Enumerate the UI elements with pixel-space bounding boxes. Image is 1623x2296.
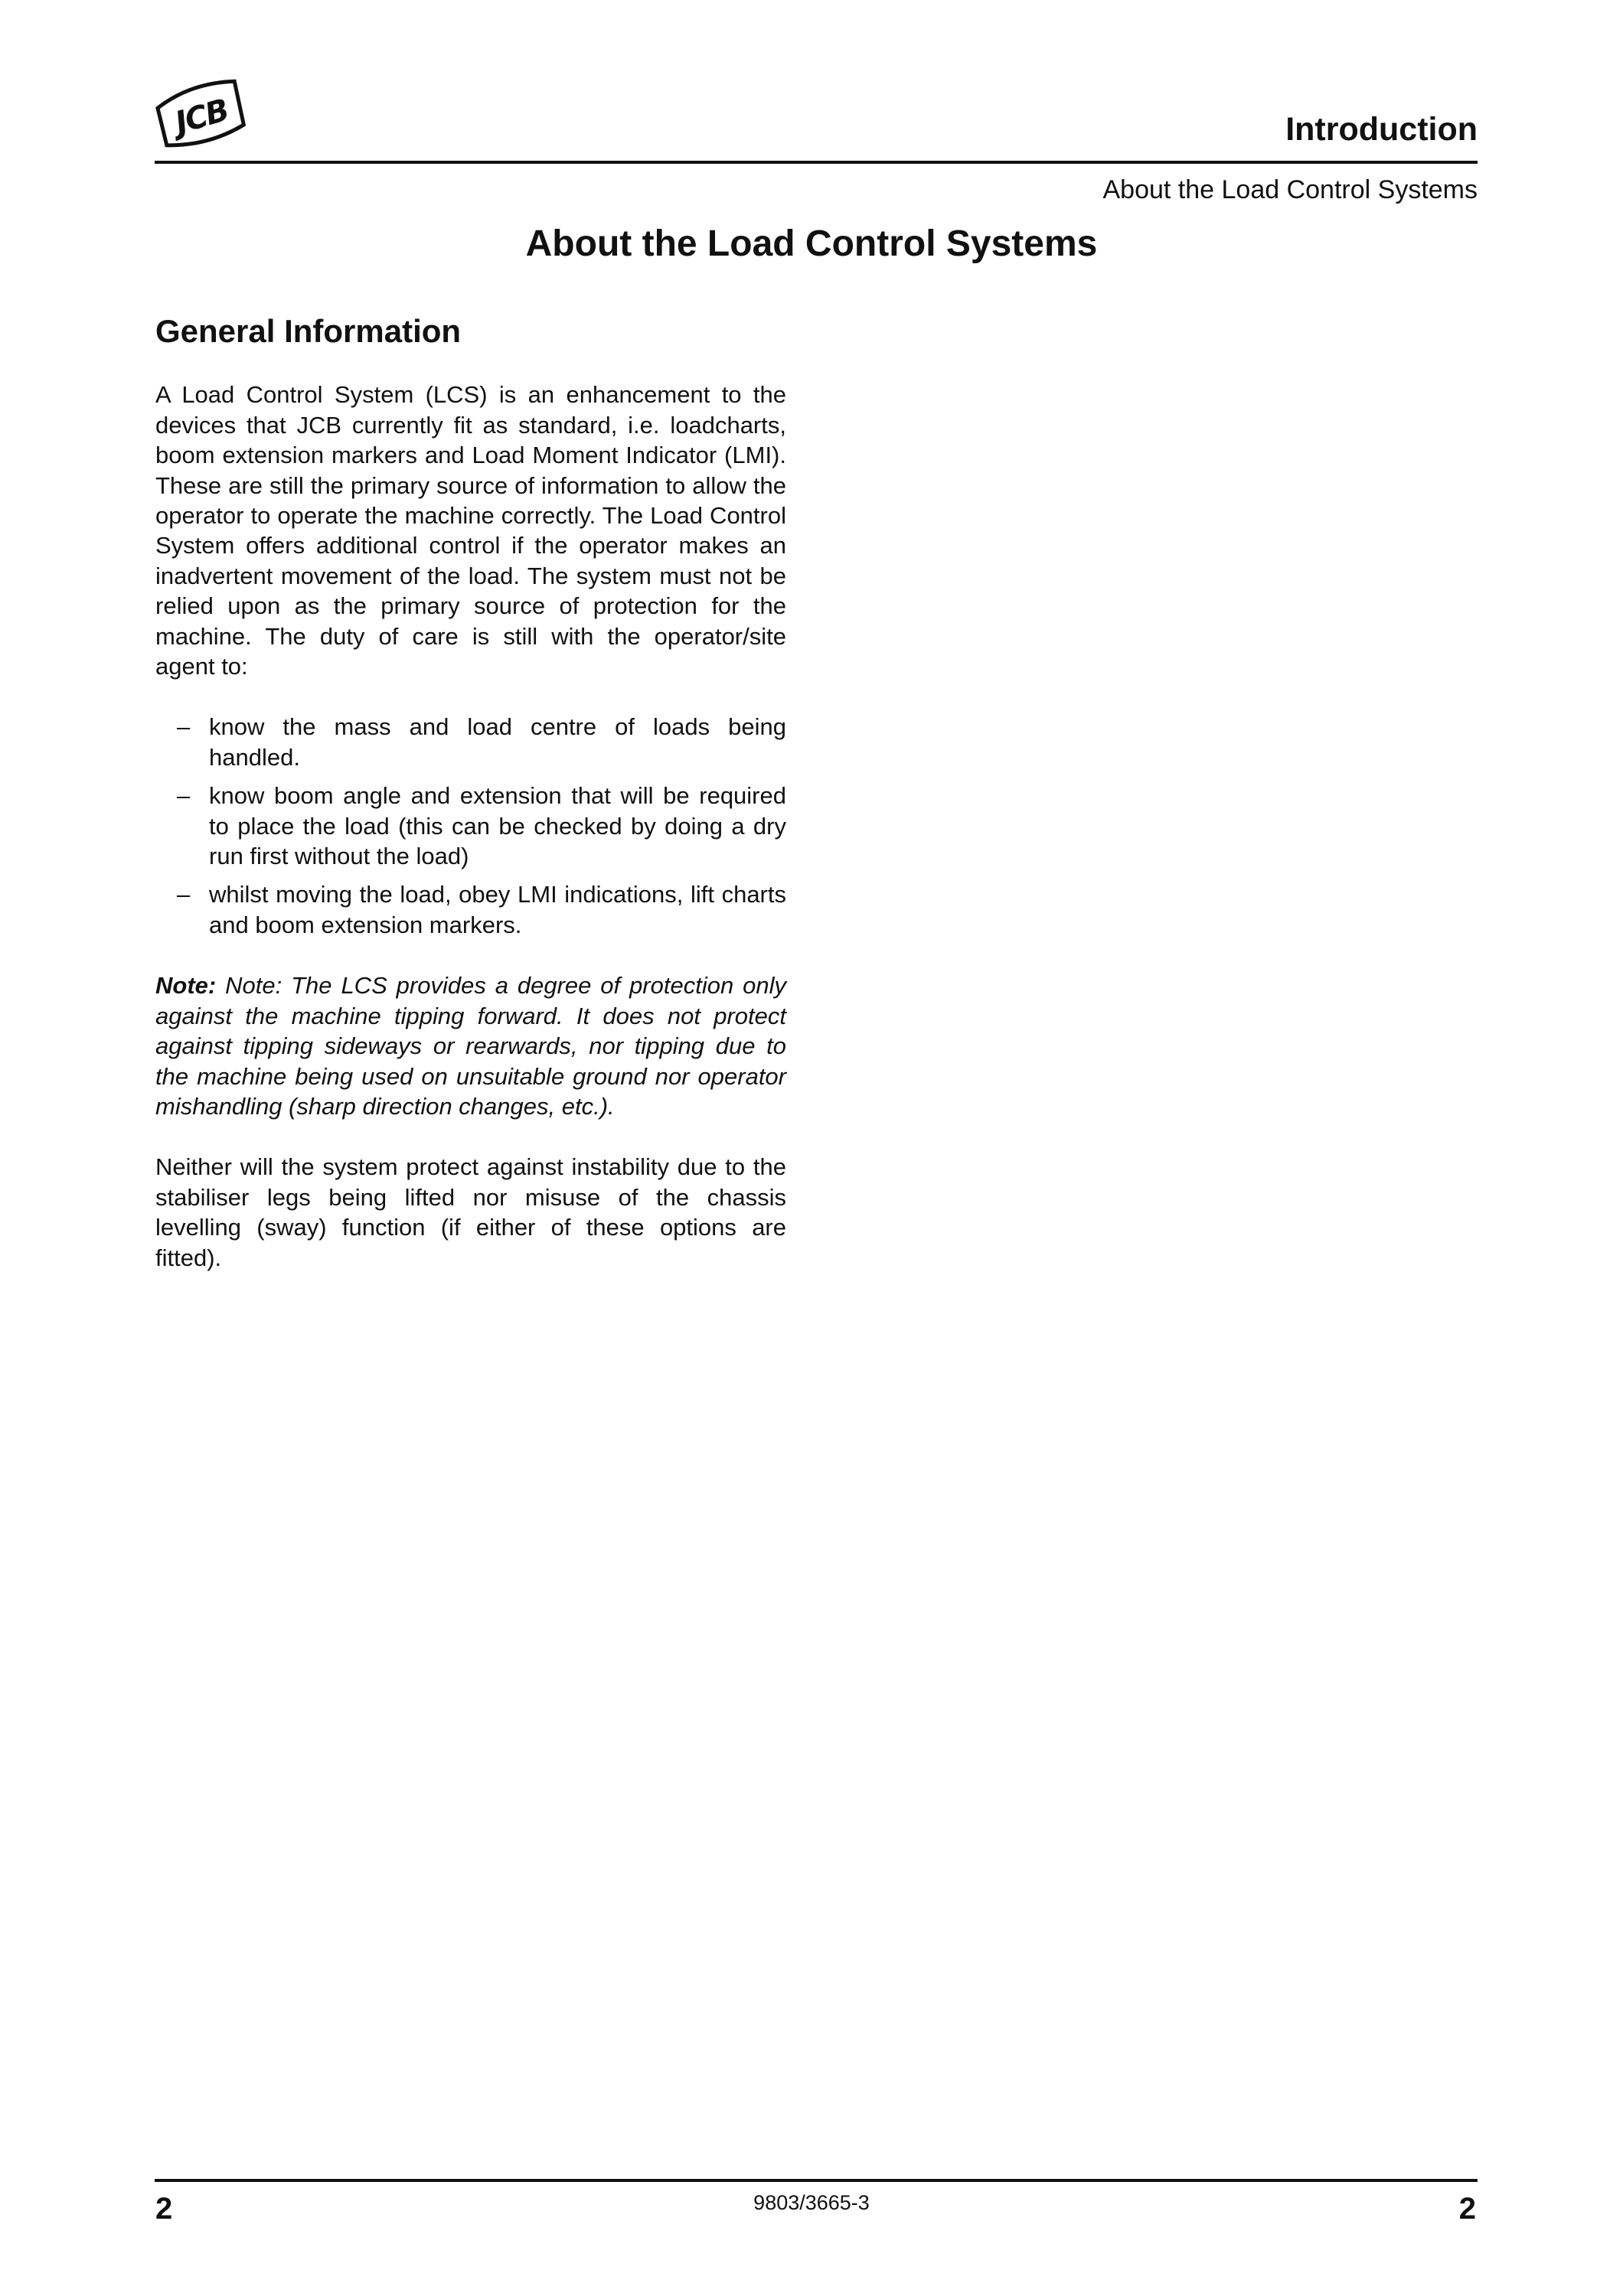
header-rule	[155, 161, 1478, 164]
running-head: About the Load Control Systems	[1102, 175, 1478, 204]
note-text: Note: The LCS provides a degree of protection only against the machine tipping forward. It does not protect against tipping sideways or rearwards, nor tipping due to the machine being used on unsuitable ground nor operator mishandling (sharp direction changes, etc.).	[155, 972, 786, 1120]
list-item	[155, 781, 786, 871]
content-column	[155, 312, 786, 1303]
closing-paragraph: Neither will the system protect against instability due to the stabiliser legs being lifted nor misuse of the chassis levelling (sway) function (if either of these options are fitted).	[155, 1153, 786, 1271]
intro-paragraph: A Load Control System (LCS) is an enhancement to the devices that JCB currently fit as standard, i.e. loadcharts, boom extension markers and Load Moment Indicator (LMI). These are still the primary source of information to allow the operator to operate the machine correctly. The Load Control System offers additional control if the operator makes an inadvertent movement of the load. The system must not be relied upon as the primary source of protection for the machine. The duty of care is still with the operator/site agent to:	[155, 381, 786, 680]
jcb-logo	[153, 70, 248, 156]
list-item	[155, 879, 786, 940]
svg-text:JCB: JCB	[171, 93, 232, 142]
document-code: 9803/3665-3	[753, 2191, 870, 2214]
section-title: Introduction	[1285, 111, 1478, 148]
jcb-logo-icon	[153, 70, 248, 156]
page-title: About the Load Control Systems	[525, 223, 1098, 264]
note-label: Note:	[155, 972, 217, 1000]
list-item-text: know the mass and load centre of loads being handled.	[209, 713, 786, 771]
footer-rule	[155, 2179, 1478, 2182]
list-item-text: whilst moving the load, obey LMI indications, lift charts and boom extension markers.	[209, 881, 786, 938]
page-number-right: 2	[1458, 2192, 1476, 2226]
dash-marker: –	[177, 713, 191, 741]
sub-heading: General Information	[155, 313, 462, 349]
page-number-left: 2	[155, 2192, 173, 2226]
list-item	[155, 712, 786, 772]
list-item-text: know boom angle and extension that will be required to place the load (this can be checked by doing a dry run first without the load)	[209, 782, 786, 870]
dash-marker: –	[177, 782, 191, 810]
note-paragraph	[155, 970, 786, 1121]
duty-list	[155, 712, 786, 940]
dash-marker: –	[177, 881, 191, 908]
